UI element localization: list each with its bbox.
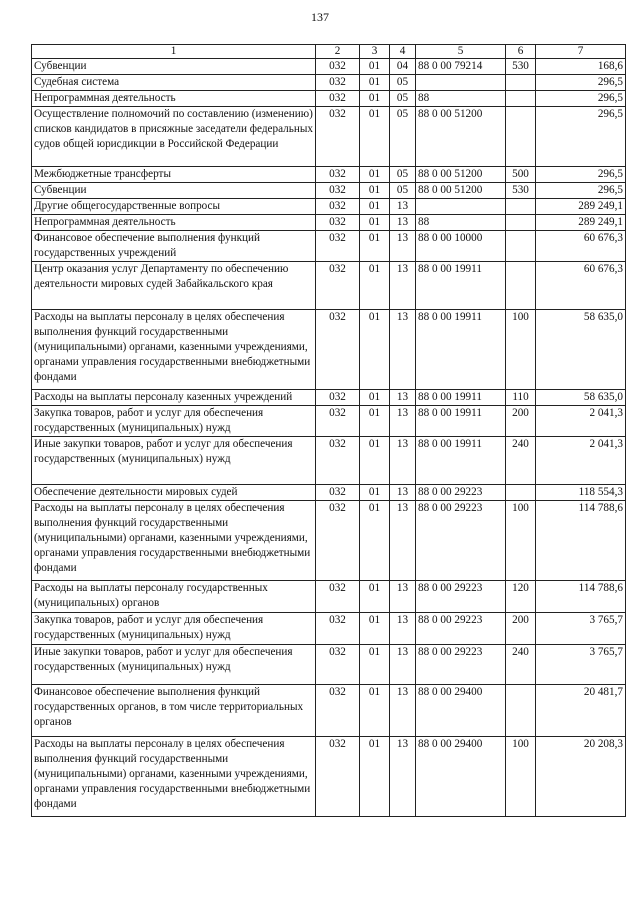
row-subsection: 13 [390,437,416,485]
column-header: 1 [32,45,316,59]
row-target-article: 88 0 00 51200 [416,183,506,199]
row-amount: 114 788,6 [536,501,626,581]
table-row [32,390,626,406]
row-expense-type: 530 [506,59,536,75]
table-row [32,215,626,231]
row-code: 032 [316,485,360,501]
row-amount: 2 041,3 [536,437,626,485]
row-name: Иные закупки товаров, работ и услуг для обеспечения государственных (муниципальных) нужд [32,437,316,485]
row-target-article: 88 0 00 19911 [416,310,506,390]
row-section: 01 [360,390,390,406]
row-section: 01 [360,406,390,437]
row-amount: 60 676,3 [536,262,626,310]
row-name: Другие общегосударственные вопросы [32,199,316,215]
row-amount: 118 554,3 [536,485,626,501]
table-row [32,737,626,817]
row-expense-type: 500 [506,167,536,183]
row-name: Непрограммная деятельность [32,91,316,107]
table-row [32,485,626,501]
row-name: Закупка товаров, работ и услуг для обеспечения государственных (муниципальных) нужд [32,406,316,437]
row-name: Субвенции [32,59,316,75]
row-code: 032 [316,231,360,262]
row-subsection: 13 [390,406,416,437]
column-header: 2 [316,45,360,59]
row-amount: 296,5 [536,91,626,107]
row-code: 032 [316,310,360,390]
row-amount: 60 676,3 [536,231,626,262]
row-target-article: 88 0 00 19911 [416,390,506,406]
row-expense-type: 240 [506,645,536,685]
row-subsection: 13 [390,231,416,262]
column-header: 6 [506,45,536,59]
row-target-article: 88 0 00 29223 [416,581,506,613]
row-section: 01 [360,437,390,485]
row-code: 032 [316,390,360,406]
row-name: Расходы на выплаты персоналу государственных (муниципальных) органов [32,581,316,613]
row-target-article: 88 0 00 10000 [416,231,506,262]
page-number: 137 [311,10,329,24]
budget-table [31,44,626,817]
row-expense-type [506,262,536,310]
row-section: 01 [360,231,390,262]
row-subsection: 13 [390,262,416,310]
row-target-article: 88 0 00 29400 [416,685,506,737]
row-section: 01 [360,613,390,645]
table-row [32,59,626,75]
row-amount: 289 249,1 [536,199,626,215]
column-number-row [32,45,626,59]
row-target-article: 88 [416,91,506,107]
row-target-article: 88 0 00 29223 [416,645,506,685]
row-name: Финансовое обеспечение выполнения функций государственных органов, в том числе территориальных органов [32,685,316,737]
row-amount: 20 481,7 [536,685,626,737]
row-expense-type: 530 [506,183,536,199]
row-section: 01 [360,310,390,390]
row-expense-type [506,231,536,262]
table-row [32,613,626,645]
table-row [32,262,626,310]
row-amount: 3 765,7 [536,613,626,645]
row-subsection: 13 [390,215,416,231]
row-target-article: 88 0 00 51200 [416,107,506,167]
row-code: 032 [316,437,360,485]
row-name: Осуществление полномочий по составлению (изменению) списков кандидатов в присяжные заседатели федеральных судов общей юрисдикции в Российской Федерации [32,107,316,167]
row-expense-type [506,91,536,107]
row-subsection: 13 [390,737,416,817]
row-code: 032 [316,183,360,199]
row-name: Финансовое обеспечение выполнения функций государственных учреждений [32,231,316,262]
row-subsection: 13 [390,485,416,501]
row-code: 032 [316,91,360,107]
row-section: 01 [360,685,390,737]
table-row [32,107,626,167]
row-target-article [416,75,506,91]
row-amount: 289 249,1 [536,215,626,231]
table-row [32,645,626,685]
row-target-article: 88 0 00 29400 [416,737,506,817]
row-expense-type [506,107,536,167]
row-code: 032 [316,645,360,685]
table-row [32,310,626,390]
row-name: Расходы на выплаты персоналу в целях обеспечения выполнения функций государственными (муниципальными) органами, казенными учреждениями, органами управления государственными внебюджетными фондами [32,310,316,390]
row-subsection: 13 [390,613,416,645]
row-code: 032 [316,215,360,231]
row-code: 032 [316,167,360,183]
row-name: Закупка товаров, работ и услуг для обеспечения государственных (муниципальных) нужд [32,613,316,645]
row-subsection: 13 [390,390,416,406]
row-code: 032 [316,262,360,310]
row-section: 01 [360,59,390,75]
row-subsection: 13 [390,685,416,737]
row-expense-type [506,685,536,737]
row-code: 032 [316,613,360,645]
row-amount: 58 635,0 [536,390,626,406]
row-name: Межбюджетные трансферты [32,167,316,183]
row-name: Судебная система [32,75,316,91]
row-code: 032 [316,75,360,91]
row-subsection: 13 [390,310,416,390]
row-amount: 2 041,3 [536,406,626,437]
row-expense-type: 240 [506,437,536,485]
row-section: 01 [360,645,390,685]
row-amount: 58 635,0 [536,310,626,390]
row-amount: 168,6 [536,59,626,75]
row-target-article: 88 0 00 19911 [416,406,506,437]
row-subsection: 05 [390,75,416,91]
row-section: 01 [360,183,390,199]
table-row [32,231,626,262]
row-section: 01 [360,107,390,167]
row-section: 01 [360,75,390,91]
row-expense-type: 100 [506,501,536,581]
row-subsection: 13 [390,645,416,685]
row-amount: 296,5 [536,183,626,199]
table-row [32,91,626,107]
row-target-article: 88 0 00 29223 [416,501,506,581]
row-amount: 296,5 [536,107,626,167]
row-name: Иные закупки товаров, работ и услуг для обеспечения государственных (муниципальных) нужд [32,645,316,685]
row-section: 01 [360,581,390,613]
table-row [32,406,626,437]
row-subsection: 13 [390,501,416,581]
row-code: 032 [316,685,360,737]
row-section: 01 [360,215,390,231]
row-section: 01 [360,485,390,501]
row-expense-type: 200 [506,406,536,437]
row-name: Расходы на выплаты персоналу казенных учреждений [32,390,316,406]
row-name: Субвенции [32,183,316,199]
row-amount: 3 765,7 [536,645,626,685]
row-name: Центр оказания услуг Департаменту по обеспечению деятельности мировых судей Забайкальского края [32,262,316,310]
row-code: 032 [316,737,360,817]
row-name: Непрограммная деятельность [32,215,316,231]
row-name: Обеспечение деятельности мировых судей [32,485,316,501]
row-code: 032 [316,107,360,167]
row-target-article [416,199,506,215]
row-amount: 114 788,6 [536,581,626,613]
row-name: Расходы на выплаты персоналу в целях обеспечения выполнения функций государственными (муниципальными) органами, казенными учреждениями, органами управления государственными внебюджетными фондами [32,501,316,581]
table-row [32,501,626,581]
row-target-article: 88 0 00 79214 [416,59,506,75]
table-row [32,75,626,91]
row-section: 01 [360,737,390,817]
row-expense-type: 100 [506,310,536,390]
row-target-article: 88 0 00 29223 [416,485,506,501]
row-code: 032 [316,501,360,581]
row-subsection: 04 [390,59,416,75]
table-row [32,685,626,737]
table-row [32,183,626,199]
row-subsection: 13 [390,581,416,613]
row-code: 032 [316,406,360,437]
row-subsection: 05 [390,91,416,107]
row-section: 01 [360,262,390,310]
column-header: 7 [536,45,626,59]
row-target-article: 88 0 00 19911 [416,262,506,310]
row-code: 032 [316,199,360,215]
table-row [32,199,626,215]
table-row [32,581,626,613]
row-name: Расходы на выплаты персоналу в целях обеспечения выполнения функций государственными (муниципальными) органами, казенными учреждениями, органами управления государственными внебюджетными фондами [32,737,316,817]
row-subsection: 05 [390,167,416,183]
row-subsection: 05 [390,107,416,167]
row-code: 032 [316,59,360,75]
row-section: 01 [360,91,390,107]
column-header: 4 [390,45,416,59]
row-target-article: 88 [416,215,506,231]
row-section: 01 [360,167,390,183]
row-amount: 296,5 [536,75,626,91]
row-amount: 296,5 [536,167,626,183]
table-row [32,437,626,485]
row-code: 032 [316,581,360,613]
column-header: 5 [416,45,506,59]
row-subsection: 13 [390,199,416,215]
row-target-article: 88 0 00 29223 [416,613,506,645]
row-expense-type: 110 [506,390,536,406]
row-target-article: 88 0 00 51200 [416,167,506,183]
row-section: 01 [360,199,390,215]
table-row [32,167,626,183]
row-expense-type [506,199,536,215]
row-subsection: 05 [390,183,416,199]
row-expense-type [506,485,536,501]
row-section: 01 [360,501,390,581]
row-target-article: 88 0 00 19911 [416,437,506,485]
row-expense-type [506,75,536,91]
column-header: 3 [360,45,390,59]
row-expense-type [506,215,536,231]
row-amount: 20 208,3 [536,737,626,817]
row-expense-type: 200 [506,613,536,645]
row-expense-type: 100 [506,737,536,817]
row-expense-type: 120 [506,581,536,613]
